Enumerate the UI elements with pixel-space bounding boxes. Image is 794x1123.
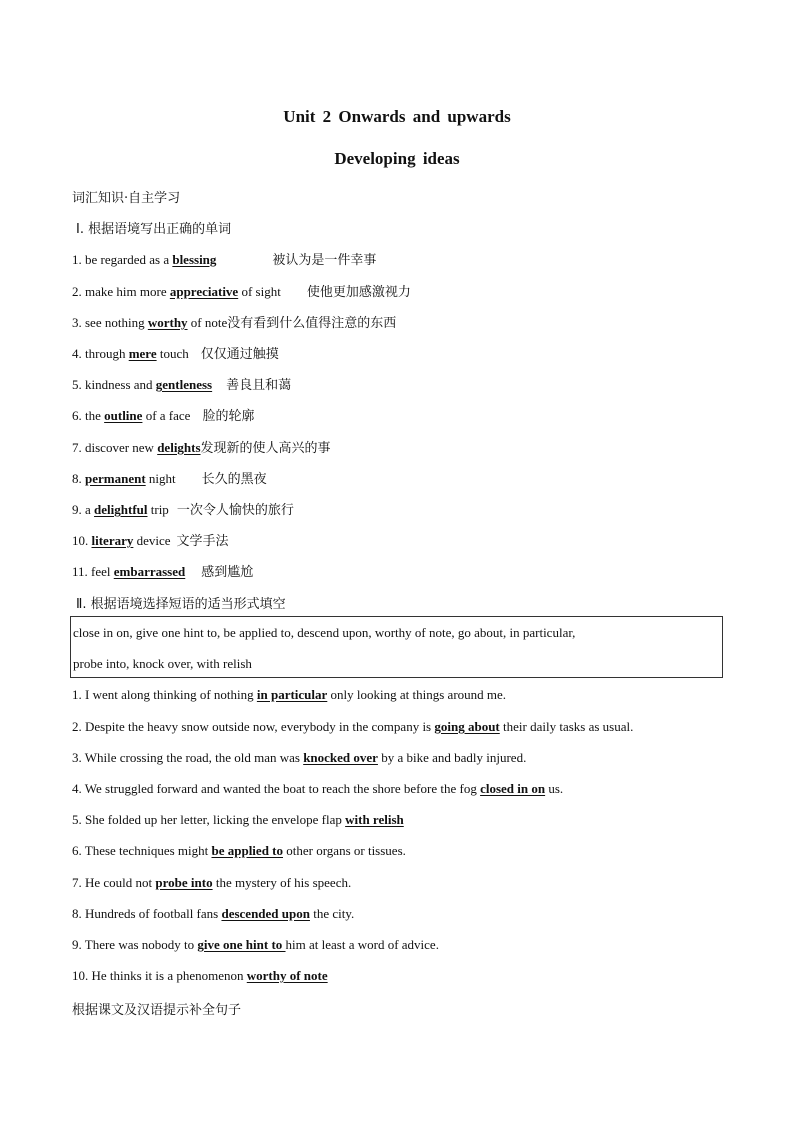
item-prefix: 4. through	[72, 346, 129, 361]
answer-phrase: worthy of note	[246, 968, 328, 983]
item-prefix: 6. These techniques might	[72, 843, 212, 858]
vocab-item-9	[72, 499, 294, 518]
answer-phrase: be applied to	[211, 843, 283, 858]
item-prefix: 4. We struggled forward and wanted the boat to reach the shore before the fog	[72, 781, 481, 796]
item-suffix: their daily tasks as usual.	[499, 719, 634, 734]
item-prefix: 9. a	[72, 502, 95, 517]
item-prefix: 9. There was nobody to	[72, 937, 198, 952]
item-translation: 文学手法	[176, 534, 229, 549]
item-prefix: 5. kindness and	[72, 377, 156, 392]
item-translation: 发现新的使人高兴的事	[200, 441, 331, 456]
item-translation: 使他更加感激视力	[306, 285, 411, 300]
answer-word: outline	[104, 408, 143, 423]
item-translation: 脸的轮廓	[202, 409, 255, 424]
phrase-bank-box	[70, 616, 723, 678]
vocab-item-1	[72, 249, 376, 268]
vocab-item-5	[72, 374, 291, 393]
item-translation: 善良且和蔼	[226, 378, 292, 393]
item-translation: 长久的黑夜	[201, 472, 267, 487]
item-suffix: night	[145, 471, 176, 486]
item-prefix: 11. feel	[72, 564, 114, 579]
item-prefix: 1. be regarded as a	[72, 252, 173, 267]
phrase-item-8	[72, 906, 354, 922]
item-suffix: by a bike and badly injured.	[377, 750, 527, 765]
item-suffix: of note	[187, 315, 228, 330]
vocab-item-11	[72, 561, 253, 580]
item-prefix: 3. see nothing	[72, 315, 148, 330]
answer-word: blessing	[172, 252, 217, 267]
item-translation: 没有看到什么值得注意的东西	[227, 316, 397, 331]
answer-word: delights	[157, 440, 201, 455]
answer-word: mere	[128, 346, 157, 361]
vocab-item-10	[72, 530, 229, 549]
phrase-item-9	[72, 937, 439, 953]
answer-word: literary	[91, 533, 134, 548]
item-suffix: the mystery of his speech.	[212, 875, 352, 890]
intro-label: 词汇知识·自主学习	[72, 191, 181, 206]
phrase-item-10	[72, 968, 328, 984]
part3-heading: 根据课文及汉语提示补全句子	[72, 1003, 242, 1018]
section-title: Developing ideas	[334, 149, 460, 168]
answer-word: worthy	[147, 315, 188, 330]
phrase-item-4	[72, 781, 563, 797]
answer-phrase: closed in on	[480, 781, 546, 796]
item-suffix: only looking at things around me.	[327, 687, 507, 702]
item-suffix: of a face	[142, 408, 191, 423]
item-prefix: 2. Despite the heavy snow outside now, everybody in the company is	[72, 719, 435, 734]
item-suffix: trip	[147, 502, 169, 517]
answer-phrase: with relish	[345, 812, 404, 827]
answer-phrase: give one hint to	[197, 937, 286, 952]
item-prefix: 7. He could not	[72, 875, 156, 890]
item-prefix: 6. the	[72, 408, 105, 423]
item-suffix: device	[133, 533, 171, 548]
phrase-item-7	[72, 875, 351, 891]
item-suffix: the city.	[309, 906, 355, 921]
item-prefix: 10.	[72, 533, 92, 548]
item-translation: 被认为是一件幸事	[272, 253, 377, 268]
item-prefix: 7. discover new	[72, 440, 158, 455]
answer-phrase: going about	[434, 719, 500, 734]
item-prefix: 5. She folded up her letter, licking the envelope flap	[72, 812, 346, 827]
item-prefix: 10. He thinks it is a phenomenon	[72, 968, 247, 983]
answer-word: delightful	[94, 502, 148, 517]
vocab-item-2	[72, 281, 411, 300]
part2-heading: Ⅱ. 根据语境选择短语的适当形式填空	[76, 597, 286, 612]
part1-heading: Ⅰ. 根据语境写出正确的单词	[76, 222, 232, 237]
vocab-item-6	[72, 405, 254, 424]
answer-word: permanent	[85, 471, 146, 486]
item-suffix: him at least a word of advice.	[285, 937, 439, 952]
phrase-item-6	[72, 843, 406, 859]
unit-title: Unit 2 Onwards and upwards	[283, 107, 511, 126]
phrase-item-3	[72, 750, 526, 766]
answer-phrase: descended upon	[221, 906, 310, 921]
answer-phrase: probe into	[155, 875, 213, 890]
phrase-item-2	[72, 719, 633, 735]
answer-word: embarrassed	[113, 564, 186, 579]
answer-word: gentleness	[155, 377, 213, 392]
phrase-item-5	[72, 812, 404, 828]
answer-word: appreciative	[169, 284, 239, 299]
item-prefix: 3. While crossing the road, the old man was	[72, 750, 304, 765]
item-translation: 仅仅通过触摸	[200, 347, 279, 362]
item-suffix: touch	[156, 346, 189, 361]
answer-phrase: in particular	[256, 687, 328, 702]
item-prefix: 1. I went along thinking of nothing	[72, 687, 257, 702]
item-prefix: 8. Hundreds of football fans	[72, 906, 222, 921]
vocab-item-8	[72, 468, 267, 487]
vocab-item-7	[72, 437, 331, 456]
phrase-bank-line-1: close in on, give one hint to, be applied to, descend upon, worthy of note, go about, in particular,	[73, 625, 576, 640]
item-translation: 感到尴尬	[201, 565, 254, 580]
phrase-item-1	[72, 687, 506, 703]
item-suffix: us.	[545, 781, 564, 796]
item-suffix: of sight	[238, 284, 281, 299]
item-prefix: 2. make him more	[72, 284, 170, 299]
vocab-item-3	[72, 312, 396, 331]
vocab-item-4	[72, 343, 279, 362]
item-suffix: other organs or tissues.	[283, 843, 406, 858]
item-translation: 一次令人愉快的旅行	[176, 503, 294, 518]
item-prefix: 8.	[72, 471, 85, 486]
answer-phrase: knocked over	[303, 750, 378, 765]
phrase-bank-line-2: probe into, knock over, with relish	[73, 656, 252, 671]
